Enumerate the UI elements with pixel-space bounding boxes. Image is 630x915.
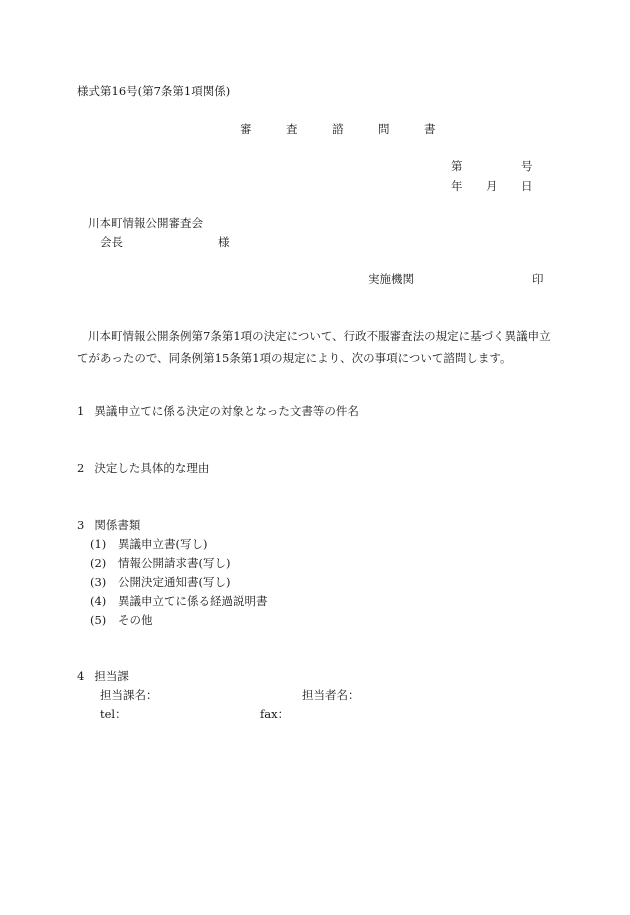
item-1 bbox=[77, 406, 359, 418]
title-char: 問 bbox=[378, 122, 390, 136]
document-number: (4) bbox=[90, 594, 107, 608]
document-item bbox=[90, 615, 153, 627]
seal-mark: 印 bbox=[532, 272, 544, 286]
document-item bbox=[90, 596, 268, 608]
document-label: 情報公開請求書(写し) bbox=[118, 556, 231, 570]
document-number: (5) bbox=[90, 613, 107, 627]
date-year: 年 bbox=[451, 179, 463, 193]
item-label: 異議申立てに係る決定の対象となった文書等の件名 bbox=[94, 404, 359, 418]
item-number: 1 bbox=[77, 404, 85, 418]
form-number: 様式第16号(第7条第1項関係) bbox=[77, 84, 231, 98]
item-4 bbox=[77, 671, 129, 683]
document-item bbox=[90, 539, 207, 551]
dept-label: 担当課名： bbox=[100, 688, 158, 702]
title-char: 諮 bbox=[332, 122, 344, 136]
addressee-title: 会長 bbox=[100, 235, 123, 249]
item-number: 2 bbox=[77, 461, 85, 475]
document-title bbox=[240, 124, 470, 136]
item-number: 4 bbox=[77, 669, 85, 683]
item-label: 関係書類 bbox=[94, 518, 141, 532]
tel-label: tel： bbox=[100, 707, 127, 721]
sender-label: 実施機関 bbox=[368, 272, 414, 286]
document-item bbox=[90, 558, 230, 570]
title-char: 査 bbox=[286, 122, 298, 136]
ref-no-suffix: 号 bbox=[521, 159, 533, 173]
document-number: (3) bbox=[90, 575, 107, 589]
document-number: (1) bbox=[90, 537, 107, 551]
date-month: 月 bbox=[486, 179, 498, 193]
item-2 bbox=[77, 463, 209, 475]
item-label: 決定した具体的な理由 bbox=[94, 461, 210, 475]
title-char: 書 bbox=[424, 122, 436, 136]
body-text: 川本町情報公開条例第7条第1項の決定について、行政不服審査法の規定に基づく異議申立てがあったので、同条例第15条第1項の規定により、次の事項について諮問します。 bbox=[77, 329, 551, 365]
document-label: 異議申立てに係る経過説明書 bbox=[118, 594, 268, 608]
document-number: (2) bbox=[90, 556, 107, 570]
item-label: 担当課 bbox=[94, 669, 129, 683]
item-number: 3 bbox=[77, 518, 85, 532]
ref-no-prefix: 第 bbox=[451, 159, 463, 173]
title-char: 審 bbox=[240, 122, 252, 136]
document-label: 異議申立書(写し) bbox=[118, 537, 208, 551]
document-item bbox=[90, 577, 230, 589]
fax-label: fax： bbox=[260, 707, 290, 721]
person-label: 担当者名： bbox=[302, 688, 360, 702]
item-3 bbox=[77, 520, 140, 532]
document-label: 公開決定通知書(写し) bbox=[118, 575, 231, 589]
document-label: その他 bbox=[118, 613, 153, 627]
addressee-org: 川本町情報公開審査会 bbox=[88, 216, 203, 230]
date-day: 日 bbox=[521, 179, 533, 193]
addressee-honorific: 様 bbox=[218, 235, 230, 249]
